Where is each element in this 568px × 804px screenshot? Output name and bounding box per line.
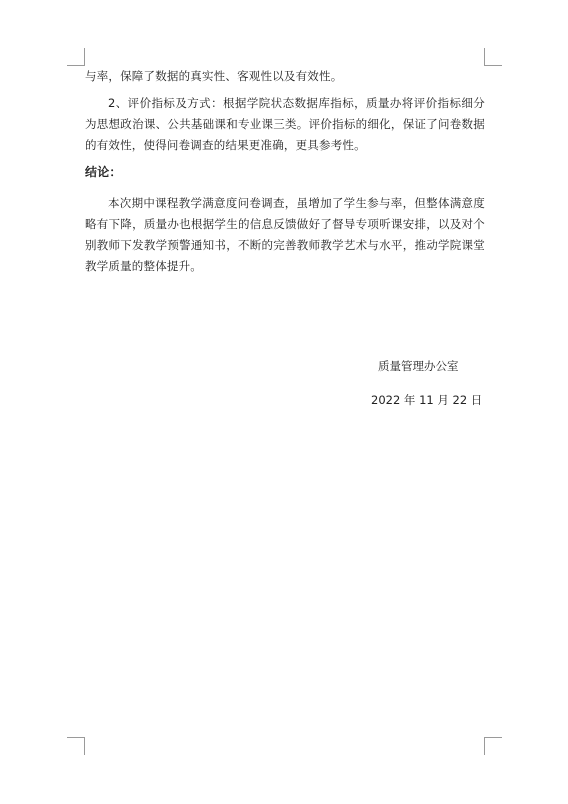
crop-mark-top-left [67, 48, 85, 66]
paragraph-conclusion: 本次期中课程教学满意度问卷调查，虽增加了学生参与率，但整体满意度略有下降，质量办也根据学生的信息反馈做好了督导专项听课安排，以及对个别教师下发教学预警通知书，不断的完善教师教学艺术与水平，推动学院课堂教学质量的整体提升。 [85, 196, 485, 273]
signature-date: 2022 年 11 月 22 日 [371, 393, 483, 407]
signature-office: 质量管理办公室 [378, 359, 459, 373]
conclusion-heading: 结论： [85, 165, 122, 179]
crop-mark-bottom-right [484, 737, 502, 755]
paragraph-evaluation-indicators: 2、评价指标及方式：根据学院状态数据库指标，质量办将评价指标细分为思想政治课、公共基础课和专业课三类。评价指标的细化，保证了问卷数据的有效性，使得问卷调查的结果更准确，更具参考性。 [85, 96, 485, 152]
crop-mark-bottom-left [67, 737, 85, 755]
paragraph-continuation: 与率，保障了数据的真实性、客观性以及有效性。 [85, 69, 343, 83]
document-body [85, 66, 485, 277]
crop-mark-top-right [484, 48, 502, 66]
